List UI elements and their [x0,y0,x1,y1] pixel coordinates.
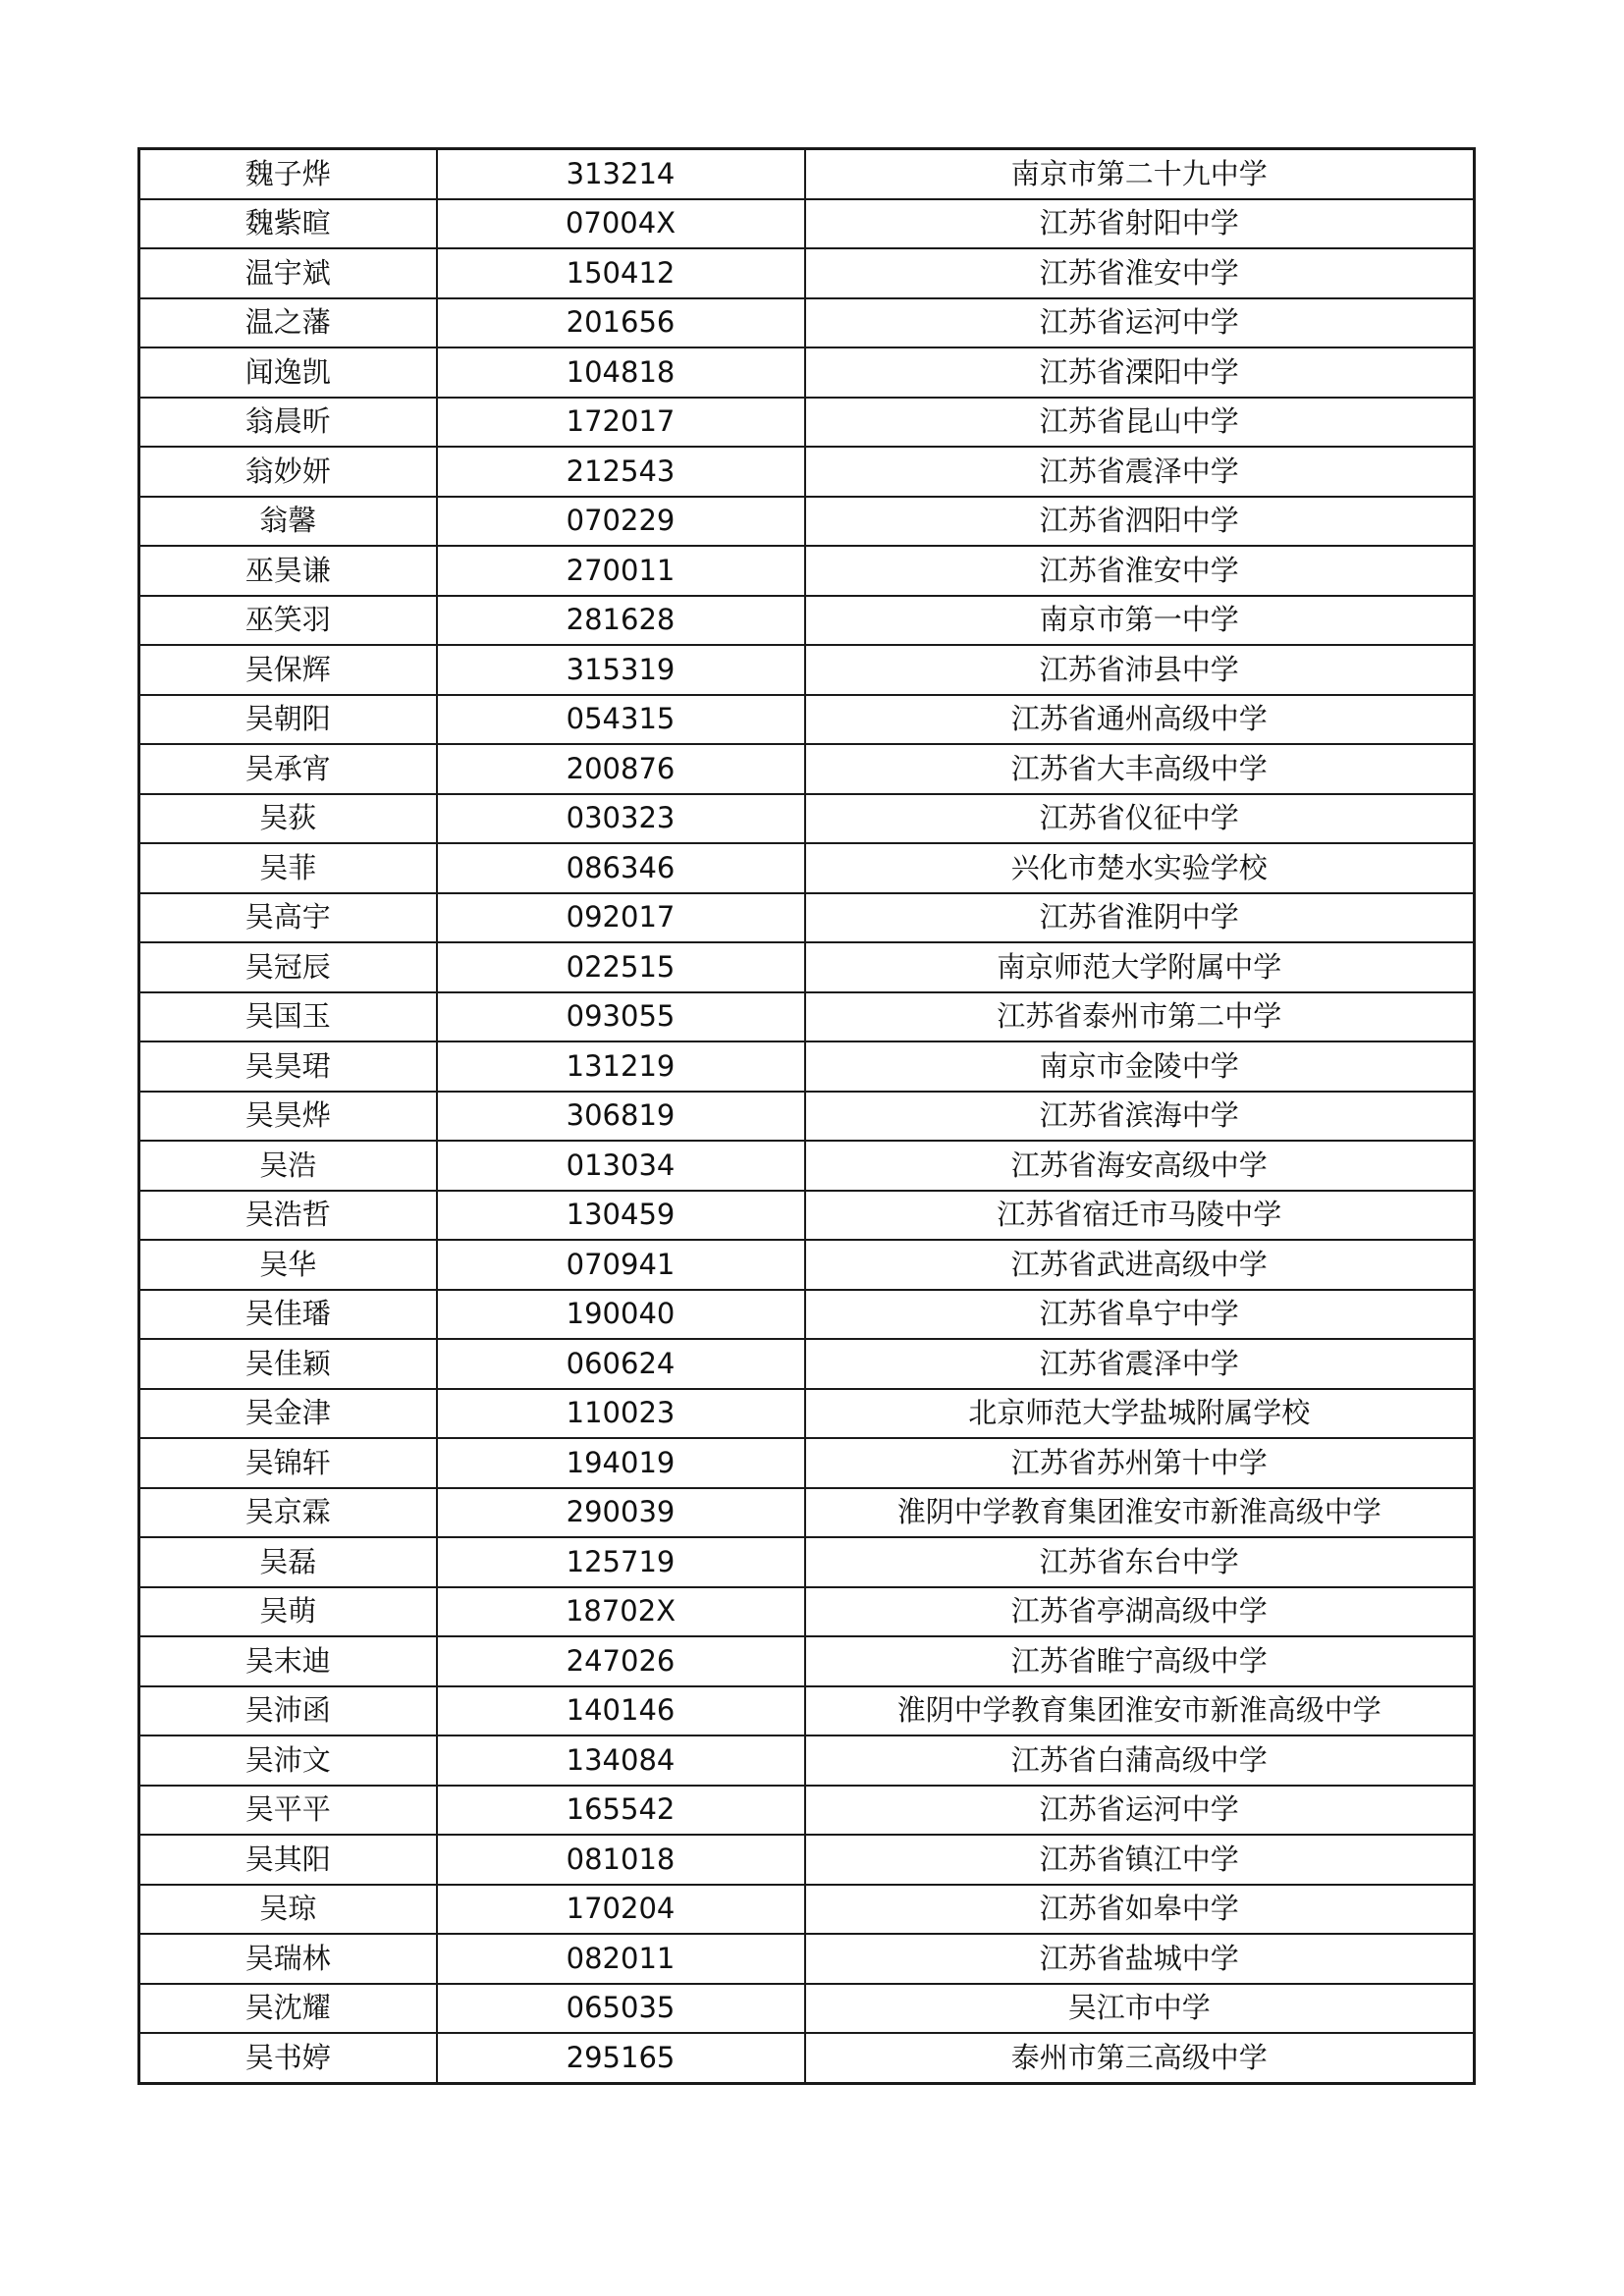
student-id-cell: 270011 [437,546,805,596]
table-row [139,546,1475,596]
school-name-cell: 江苏省宿迁市马陵中学 [805,1191,1475,1241]
table-row [139,1686,1475,1736]
school-name-cell: 江苏省武进高级中学 [805,1240,1475,1290]
student-id-cell: 190040 [437,1290,805,1340]
student-id-cell: 165542 [437,1786,805,1836]
table-row [139,1885,1475,1935]
student-id-cell: 201656 [437,298,805,348]
student-name-cell: 温之藩 [139,298,437,348]
student-name-cell: 吴瑞林 [139,1934,437,1984]
table-row [139,893,1475,943]
student-id-cell: 200876 [437,744,805,794]
school-name-cell: 北京师范大学盐城附属学校 [805,1389,1475,1439]
school-name-cell: 江苏省苏州第十中学 [805,1438,1475,1488]
school-name-cell: 南京市金陵中学 [805,1041,1475,1092]
student-id-cell: 092017 [437,893,805,943]
student-name-cell: 吴冠辰 [139,942,437,992]
student-name-cell: 吴朝阳 [139,695,437,745]
student-id-cell: 281628 [437,596,805,646]
school-name-cell: 淮阴中学教育集团淮安市新淮高级中学 [805,1488,1475,1538]
student-id-cell: 070229 [437,497,805,547]
student-name-cell: 巫昊谦 [139,546,437,596]
student-id-cell: 070941 [437,1240,805,1290]
table-row [139,1041,1475,1092]
student-name-cell: 吴书婷 [139,2033,437,2083]
student-name-cell: 魏子烨 [139,149,437,199]
table-row [139,942,1475,992]
student-name-cell: 吴昊烨 [139,1092,437,1142]
table-row [139,1934,1475,1984]
student-id-cell: 18702X [437,1587,805,1637]
school-name-cell: 泰州市第三高级中学 [805,2033,1475,2083]
school-name-cell: 江苏省海安高级中学 [805,1141,1475,1191]
student-name-cell: 吴锦轩 [139,1438,437,1488]
school-name-cell: 江苏省大丰高级中学 [805,744,1475,794]
student-name-cell: 吴沈耀 [139,1984,437,2034]
table-row [139,298,1475,348]
student-id-cell: 07004X [437,199,805,249]
school-name-cell: 江苏省淮安中学 [805,248,1475,298]
school-name-cell: 南京师范大学附属中学 [805,942,1475,992]
school-name-cell: 江苏省运河中学 [805,298,1475,348]
school-name-cell: 江苏省沛县中学 [805,645,1475,695]
table-row [139,1141,1475,1191]
student-id-cell: 022515 [437,942,805,992]
student-name-cell: 吴国玉 [139,992,437,1042]
table-row [139,1240,1475,1290]
table-row [139,596,1475,646]
table-row [139,1636,1475,1686]
student-id-cell: 030323 [437,794,805,844]
student-name-cell: 翁妙妍 [139,447,437,497]
student-id-cell: 247026 [437,1636,805,1686]
school-name-cell: 江苏省淮安中学 [805,546,1475,596]
school-name-cell: 兴化市楚水实验学校 [805,843,1475,893]
student-name-cell: 吴沛文 [139,1735,437,1786]
school-name-cell: 江苏省运河中学 [805,1786,1475,1836]
table-row [139,1290,1475,1340]
school-name-cell: 南京市第二十九中学 [805,149,1475,199]
student-name-cell: 吴磊 [139,1537,437,1587]
student-name-cell: 吴京霖 [139,1488,437,1538]
student-id-cell: 150412 [437,248,805,298]
school-name-cell: 江苏省泗阳中学 [805,497,1475,547]
student-id-cell: 140146 [437,1686,805,1736]
table-row [139,744,1475,794]
table-row [139,1389,1475,1439]
student-id-cell: 054315 [437,695,805,745]
school-name-cell: 江苏省白蒲高级中学 [805,1735,1475,1786]
table-row [139,1488,1475,1538]
table-row [139,645,1475,695]
school-name-cell: 江苏省通州高级中学 [805,695,1475,745]
student-name-cell: 吴浩 [139,1141,437,1191]
table-row [139,794,1475,844]
school-name-cell: 江苏省盐城中学 [805,1934,1475,1984]
table-row [139,347,1475,398]
student-id-cell: 170204 [437,1885,805,1935]
student-id-cell: 131219 [437,1041,805,1092]
student-name-cell: 吴华 [139,1240,437,1290]
school-name-cell: 吴江市中学 [805,1984,1475,2034]
student-id-cell: 134084 [437,1735,805,1786]
table-row [139,199,1475,249]
table-row [139,1984,1475,2034]
document-page [137,147,1476,2085]
student-name-cell: 吴保辉 [139,645,437,695]
student-name-cell: 吴佳璠 [139,1290,437,1340]
student-name-cell: 巫笑羽 [139,596,437,646]
student-name-cell: 吴萌 [139,1587,437,1637]
student-name-cell: 吴荻 [139,794,437,844]
student-name-cell: 吴末迪 [139,1636,437,1686]
student-name-cell: 吴菲 [139,843,437,893]
school-name-cell: 江苏省淮阴中学 [805,893,1475,943]
school-name-cell: 江苏省震泽中学 [805,447,1475,497]
school-name-cell: 江苏省射阳中学 [805,199,1475,249]
table-row [139,1191,1475,1241]
student-name-cell: 吴其阳 [139,1835,437,1885]
student-id-cell: 104818 [437,347,805,398]
school-name-cell: 淮阴中学教育集团淮安市新淮高级中学 [805,1686,1475,1736]
student-id-cell: 194019 [437,1438,805,1488]
table-row [139,2033,1475,2083]
table-row [139,1835,1475,1885]
student-id-cell: 110023 [437,1389,805,1439]
table-row [139,447,1475,497]
table-row [139,1537,1475,1587]
student-name-cell: 吴承宵 [139,744,437,794]
table-row [139,1786,1475,1836]
student-id-cell: 306819 [437,1092,805,1142]
table-row [139,149,1475,199]
school-name-cell: 江苏省东台中学 [805,1537,1475,1587]
student-id-cell: 086346 [437,843,805,893]
student-name-cell: 吴昊珺 [139,1041,437,1092]
student-name-cell: 吴高宇 [139,893,437,943]
student-id-cell: 130459 [437,1191,805,1241]
student-id-cell: 295165 [437,2033,805,2083]
table-row [139,1339,1475,1389]
school-name-cell: 江苏省如皋中学 [805,1885,1475,1935]
table-row [139,1092,1475,1142]
student-name-cell: 吴琼 [139,1885,437,1935]
student-id-cell: 060624 [437,1339,805,1389]
school-name-cell: 江苏省震泽中学 [805,1339,1475,1389]
table-row [139,1735,1475,1786]
table-row [139,695,1475,745]
student-id-cell: 212543 [437,447,805,497]
school-name-cell: 江苏省镇江中学 [805,1835,1475,1885]
table-row [139,398,1475,448]
table-row [139,248,1475,298]
table-row [139,1438,1475,1488]
student-id-cell: 093055 [437,992,805,1042]
student-id-cell: 172017 [437,398,805,448]
student-name-cell: 翁晨昕 [139,398,437,448]
student-id-cell: 290039 [437,1488,805,1538]
school-name-cell: 江苏省溧阳中学 [805,347,1475,398]
school-name-cell: 江苏省亭湖高级中学 [805,1587,1475,1637]
school-name-cell: 江苏省昆山中学 [805,398,1475,448]
school-name-cell: 江苏省泰州市第二中学 [805,992,1475,1042]
student-id-cell: 013034 [437,1141,805,1191]
school-name-cell: 江苏省阜宁中学 [805,1290,1475,1340]
roster-body [139,149,1475,2084]
student-name-cell: 吴沛函 [139,1686,437,1736]
school-name-cell: 江苏省仪征中学 [805,794,1475,844]
table-row [139,1587,1475,1637]
student-name-cell: 吴平平 [139,1786,437,1836]
student-name-cell: 魏紫暄 [139,199,437,249]
table-row [139,992,1475,1042]
table-row [139,497,1475,547]
school-name-cell: 江苏省滨海中学 [805,1092,1475,1142]
student-roster-table [137,147,1476,2085]
student-id-cell: 125719 [437,1537,805,1587]
student-name-cell: 吴浩哲 [139,1191,437,1241]
student-id-cell: 315319 [437,645,805,695]
student-id-cell: 081018 [437,1835,805,1885]
table-row [139,843,1475,893]
student-id-cell: 065035 [437,1984,805,2034]
student-name-cell: 温宇斌 [139,248,437,298]
student-name-cell: 吴佳颖 [139,1339,437,1389]
student-id-cell: 313214 [437,149,805,199]
student-name-cell: 翁馨 [139,497,437,547]
school-name-cell: 江苏省睢宁高级中学 [805,1636,1475,1686]
student-name-cell: 吴金津 [139,1389,437,1439]
school-name-cell: 南京市第一中学 [805,596,1475,646]
student-name-cell: 闻逸凯 [139,347,437,398]
student-id-cell: 082011 [437,1934,805,1984]
